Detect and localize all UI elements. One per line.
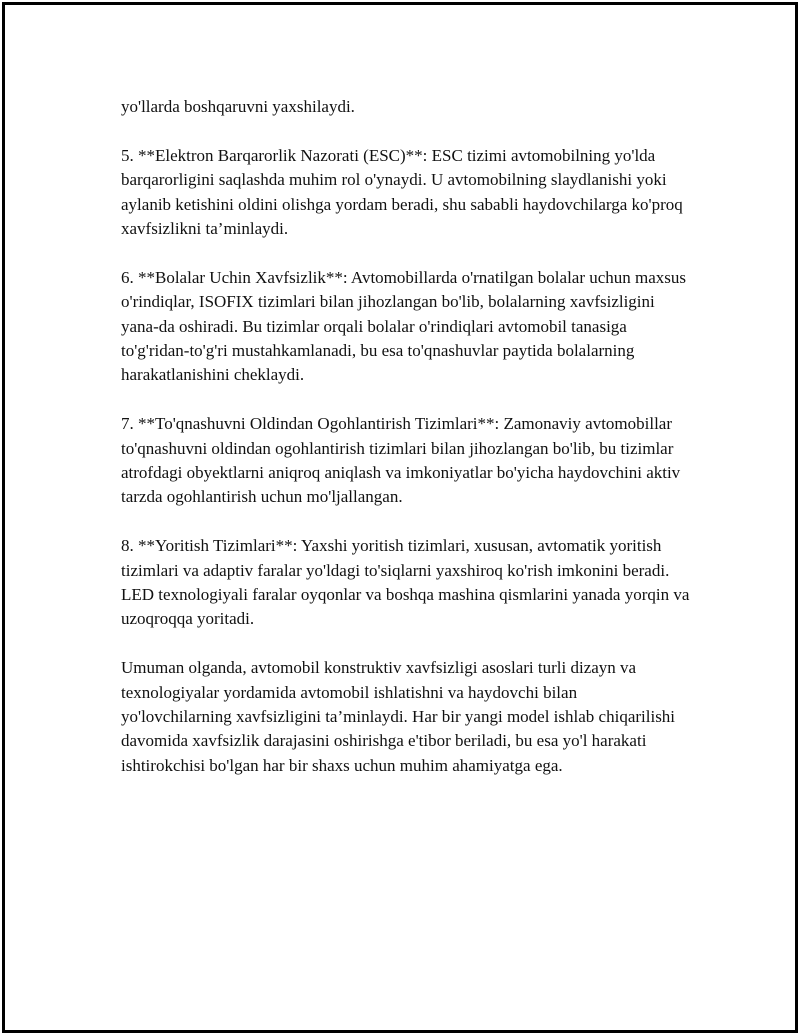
- paragraph-item-7: 7. **To'qnashuvni Oldindan Ogohlantirish Tizimlari**: Zamonaviy avtomobillar to'qnashuvni oldindan ogohlantirish tizimlari bilan jihozlangan bo'lib, bu tizimlar atrofdagi obyektlarni aniqroq aniqlash va imkoniyatlar bo'yicha haydovchini aktiv tarzda ogohlantirish uchun mo'ljallangan.: [121, 414, 681, 507]
- paragraph-item-8: 8. **Yoritish Tizimlari**: Yaxshi yoritish tizimlari, xususan, avtomatik yoritish tizimlari va adaptiv faralar yo'ldagi to'siqlarni yaxshiroq ko'rish imkonini beradi. LED texnologiyali faralar oyqonlar va boshqa mashina qismlarini yanada yorqin va uzoqroqqa yoritadi.: [121, 536, 690, 629]
- paragraph-item-6: 6. **Bolalar Uchin Xavfsizlik**: Avtomobillarda o'rnatilgan bolalar uchun maxsus o'rindiqlar, ISOFIX tizimlari bilan jihozlangan bo'lib, bolalarning xavfsizligini yana-da oshiradi. Bu tizimlar orqali bolalar o'rindiqlari avtomobil tanasiga to'g'ridan-to'g'ri mustahkamlanadi, bu esa to'qnashuvlar paytida bolalarning harakatlanishini cheklaydi.: [121, 267, 687, 385]
- paragraph-continuation: yo'llarda boshqaruvni yaxshilaydi.: [121, 97, 355, 116]
- paragraph-conclusion: Umuman olganda, avtomobil konstruktiv xavfsizligi asoslari turli dizayn va texnologiyalar yordamida avtomobil ishlatishni va haydovchi bilan yo'lovchilarning xavfsizligini ta’minlaydi. Har bir yangi model ishlab chiqarilishi davomida xavfsizlik darajasini oshirishga e'tibor beriladi, bu esa yo'l harakati ishtirokchisi bo'lgan har bir shaxs uchun muhim ahamiyatga ega.: [121, 658, 676, 775]
- document-page: [2, 2, 798, 1033]
- paragraph-item-5: 5. **Elektron Barqarorlik Nazorati (ESC)**: ESC tizimi avtomobilning yo'lda barqarorligini saqlashda muhim rol o'ynaydi. U avtomobilning slaydlanishi yoki aylanib ketishini oldini olishga yordam beradi, shu sababli haydovchilarga ko'proq xavfsizlikni ta’minlaydi.: [121, 145, 683, 239]
- document-body: [121, 95, 691, 803]
